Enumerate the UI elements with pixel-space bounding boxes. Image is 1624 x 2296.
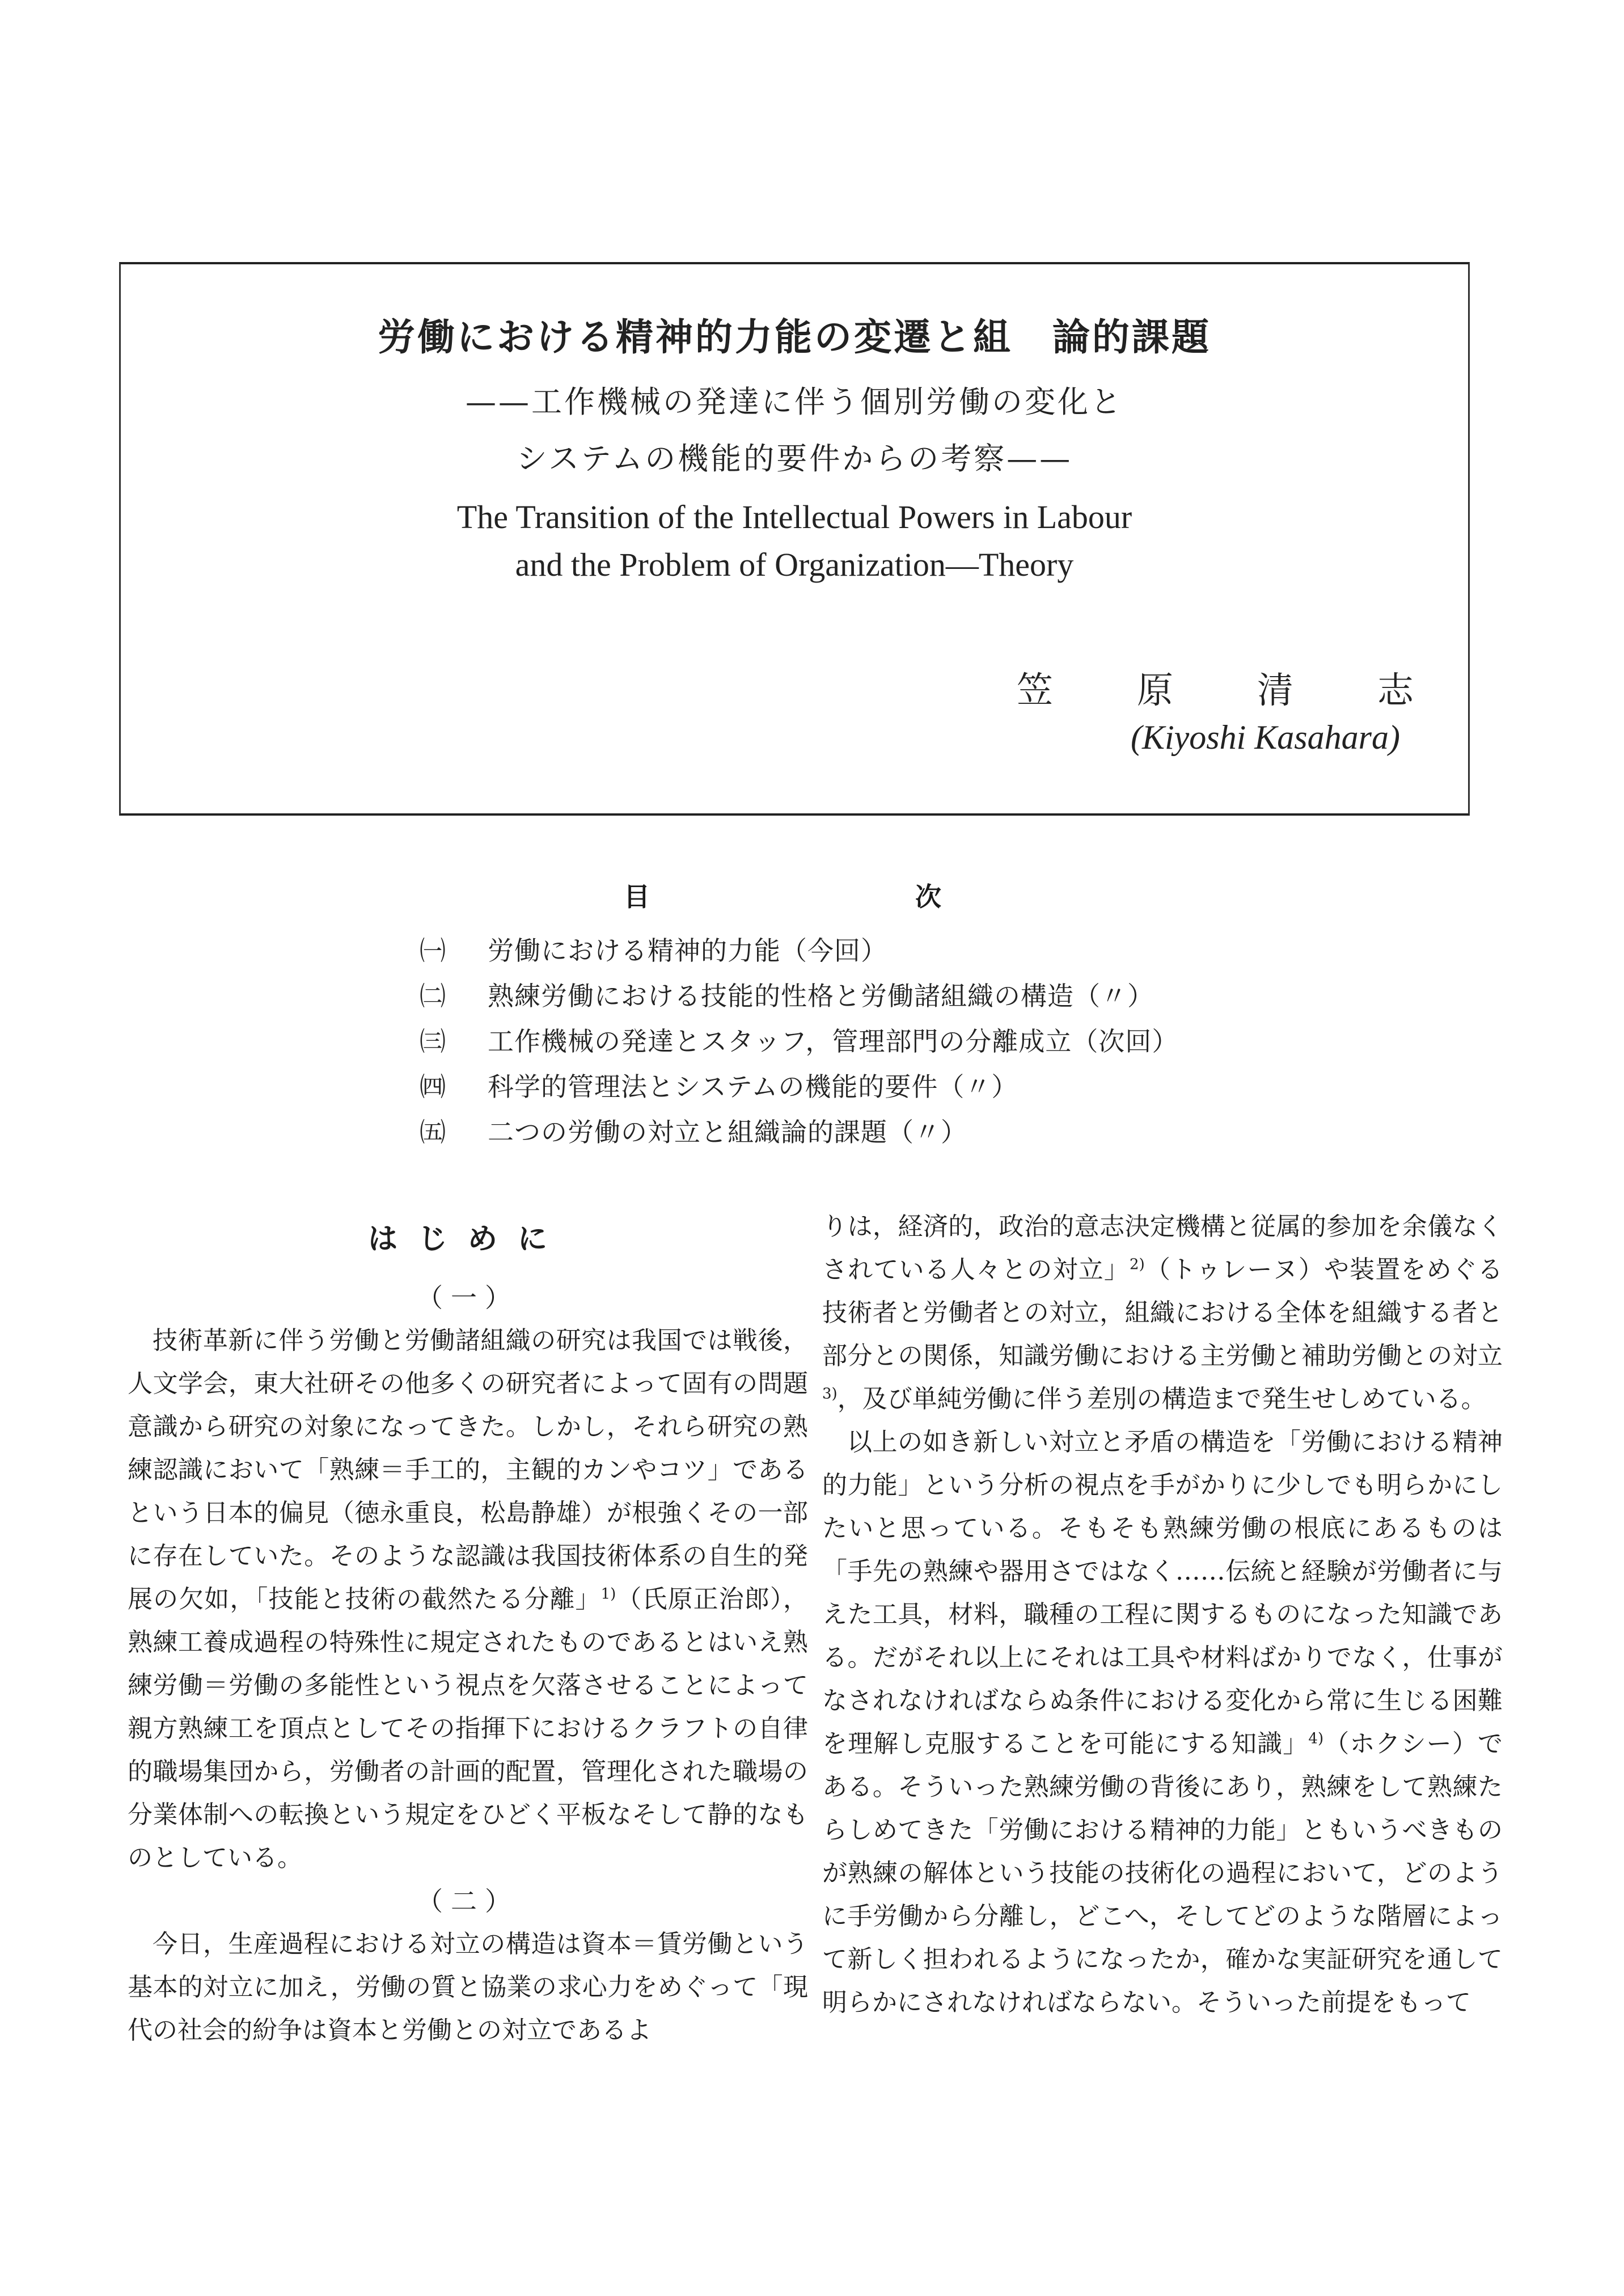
footnote-ref: 3) <box>822 1385 838 1403</box>
author-name-jp <box>1017 661 1414 714</box>
paragraph-text: 技術革新に伴う労働と労働諸組織の研究は我国では戦後，人文学会，東大社研その他多くの研究者によって固有の問題意識から研究の対象になってきた。しかし，それら研究の熟練認識において「熟練＝手工的，主観的カンやコツ」であるという日本的偏見（徳永重良，松島静雄）が根強くその一部に存在していた。そのような認識は我国技術体系の自生的発展の欠如，「技能と技術の截然たる分離」 <box>128 1326 808 1614</box>
toc-item <box>420 1112 1440 1157</box>
paragraph-text: 以上の如き新しい対立と矛盾の構造を「労働における精神的力能」という分析の視点を手がかりに少しでも明らかにしたいと思っている。そもそも熟練労働の根底にあるものは「手先の熟練や器用さではなく……伝統と経験が労働者に与えた工具，材料，職種の工程に関するものになった知識である。だがそれ以上にそれは工具や材料ばかりでなく，仕事がなされなければならぬ条件における変化から常に生じる困難を理解し克服することを可能にする知識」 <box>822 1428 1503 1758</box>
section-title: はじめに <box>367 1222 568 1256</box>
subsection-heading-2: （二） <box>417 1886 519 1917</box>
toc-item-text: 労働における精神的力能（今回） <box>488 935 887 966</box>
toc-item-number: ㈣ <box>420 1071 446 1102</box>
left-column <box>128 1208 808 2052</box>
author-name-en: (Kiyoshi Kasahara) <box>1130 719 1400 756</box>
toc-item-text: 科学的管理法とシステムの機能的要件（〃） <box>488 1071 1018 1102</box>
paragraph-3 <box>822 1421 1503 2024</box>
paragraph-text: りは，経済的，政治的意志決定機構と従属的参加を余儀なくされている人々との対立」 <box>822 1212 1503 1284</box>
paragraph-2: 今日，生産過程における対立の構造は資本＝賃労働という基本的対立に加え，労働の質と協業の求心力をめぐって「現代の社会的紛争は資本と労働との対立であるよ <box>128 1930 808 2045</box>
toc-item-number: ㈤ <box>420 1117 446 1147</box>
article-subtitle-jp-1: ——工作機械の発達に伴う個別労働の変化と <box>466 384 1123 420</box>
paragraph-2-continued <box>822 1205 1503 1421</box>
toc-item-number: ㈢ <box>420 1026 446 1057</box>
article-title-en-2: and the Problem of Organization—Theory <box>515 546 1074 583</box>
toc-item <box>420 976 1440 1021</box>
paragraph-text: ，及び単純労働に伴う差別の構造まで発生せしめている。 <box>837 1385 1486 1413</box>
toc-item <box>420 1066 1440 1112</box>
toc-item-text: 二つの労働の対立と組織論的課題（〃） <box>488 1117 967 1147</box>
footnote-ref: 2) <box>1130 1256 1145 1273</box>
right-column <box>822 1205 1503 2024</box>
author-char: 笠 <box>1017 670 1053 712</box>
toc-item <box>420 930 1440 976</box>
author-char: 清 <box>1257 670 1293 712</box>
author-char: 志 <box>1377 670 1414 712</box>
toc-item-number: ㈡ <box>420 981 446 1011</box>
paragraph-text: （氏原正治郎），熟練工養成過程の特殊性に規定されたものであるとはいえ熟練労働＝労働の多能性という視点を欠落させることによって親方熟練工を頂点としてその指揮下におけるクラフトの自律的職場集団から，労働者の計画的配置，管理化された職場の分業体制への転換という規定をひどく平板なそして静的なものとしている。 <box>128 1585 809 1872</box>
paragraph-1 <box>128 1319 808 1880</box>
author-char: 原 <box>1137 670 1173 712</box>
toc-item-text: 工作機械の発達とスタッフ，管理部門の分離成立（次回） <box>488 1026 1179 1057</box>
article-subtitle-jp-2: システムの機能的要件からの考察—— <box>516 441 1073 476</box>
table-of-contents <box>420 930 1440 1157</box>
toc-heading <box>624 876 941 914</box>
paragraph-text: （ホクシー）である。そういった熟練労働の背後にあり，熟練をして熟練たらしめてきた「労働における精神的力能」ともいうべきものが熟練の解体という技能の技術化の過程において，どのように手労働から分離し，どこへ，そしてどのような階層によって新しく担われるようになったか，確かな実証研究を通して明らかにされなければならない。そういった前提をもって <box>822 1729 1503 2017</box>
article-title-jp: 労働における精神的力能の変遷と組 論的課題 <box>378 315 1211 359</box>
toc-heading-char: 次 <box>915 881 941 912</box>
toc-heading-char: 目 <box>624 881 650 912</box>
toc-item-text: 熟練労働における技能的性格と労働諸組織の構造（〃） <box>488 981 1154 1011</box>
title-box <box>119 262 1470 816</box>
paragraph-text: （トゥレーヌ）や装置をめぐる技術者と労働者との対立，組織における全体を組織する者と部分との関係，知識労働における主労働と補助労働との対立 <box>822 1255 1503 1370</box>
article-title-en-1: The Transition of the Intellectual Powers in Labour <box>456 499 1132 535</box>
toc-item-number: ㈠ <box>420 935 446 966</box>
footnote-ref: 4) <box>1308 1730 1324 1748</box>
toc-item <box>420 1021 1440 1066</box>
footnote-ref: 1) <box>600 1585 616 1603</box>
subsection-heading-1: （一） <box>417 1282 519 1313</box>
